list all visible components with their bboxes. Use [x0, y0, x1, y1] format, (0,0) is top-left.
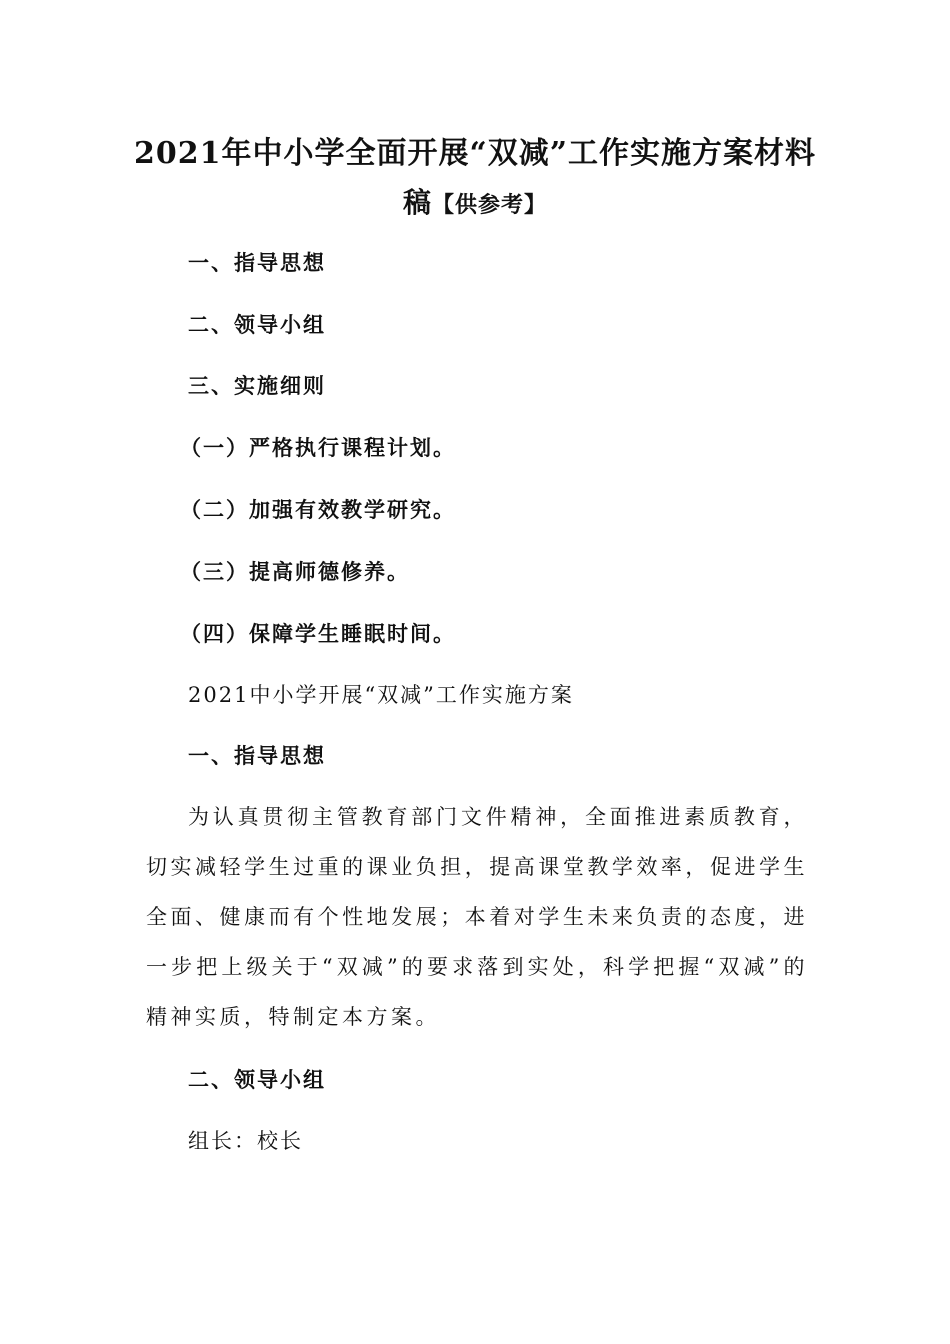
sub-item-sleep-time: （四）保障学生睡眠时间。 [180, 621, 456, 646]
sub-item-course-plan: （一）严格执行课程计划。 [180, 435, 456, 460]
plan-subtitle: 2021中小学开展“双减”工作实施方案 [188, 683, 574, 707]
document-title-line-1: 2021年中小学全面开展“双减”工作实施方案材料 [133, 136, 816, 171]
section-heading-leadership-group: 二、领导小组 [188, 1067, 326, 1092]
guiding-thought-paragraph: 为认真贯彻主管教育部门文件精神，全面推进素质教育，切实减轻学生过重的课业负担，提高课堂教学效率，促进学生全面、健康而有个性地发展；本着对学生未来负责的态度，进一步把上级关于“双减”的要求落到实处，科学把握“双减”的精神实质，特制定本方案。 [146, 805, 808, 1029]
section-heading-guiding-thought: 一、指导思想 [188, 743, 326, 768]
leader-line: 组长：校长 [188, 1129, 303, 1153]
sub-item-teacher-ethics: （三）提高师德修养。 [180, 559, 410, 584]
reference-note: 【供参考】 [432, 192, 548, 218]
sub-item-teaching-research: （二）加强有效教学研究。 [180, 497, 456, 522]
document-title-line-2 [0, 183, 950, 225]
outline-item-implementation-rules: 三、实施细则 [188, 373, 326, 398]
outline-item-guiding-thought: 一、指导思想 [188, 250, 326, 275]
outline-item-leadership-group: 二、领导小组 [188, 312, 326, 337]
document-title-end: 稿 [402, 186, 432, 219]
